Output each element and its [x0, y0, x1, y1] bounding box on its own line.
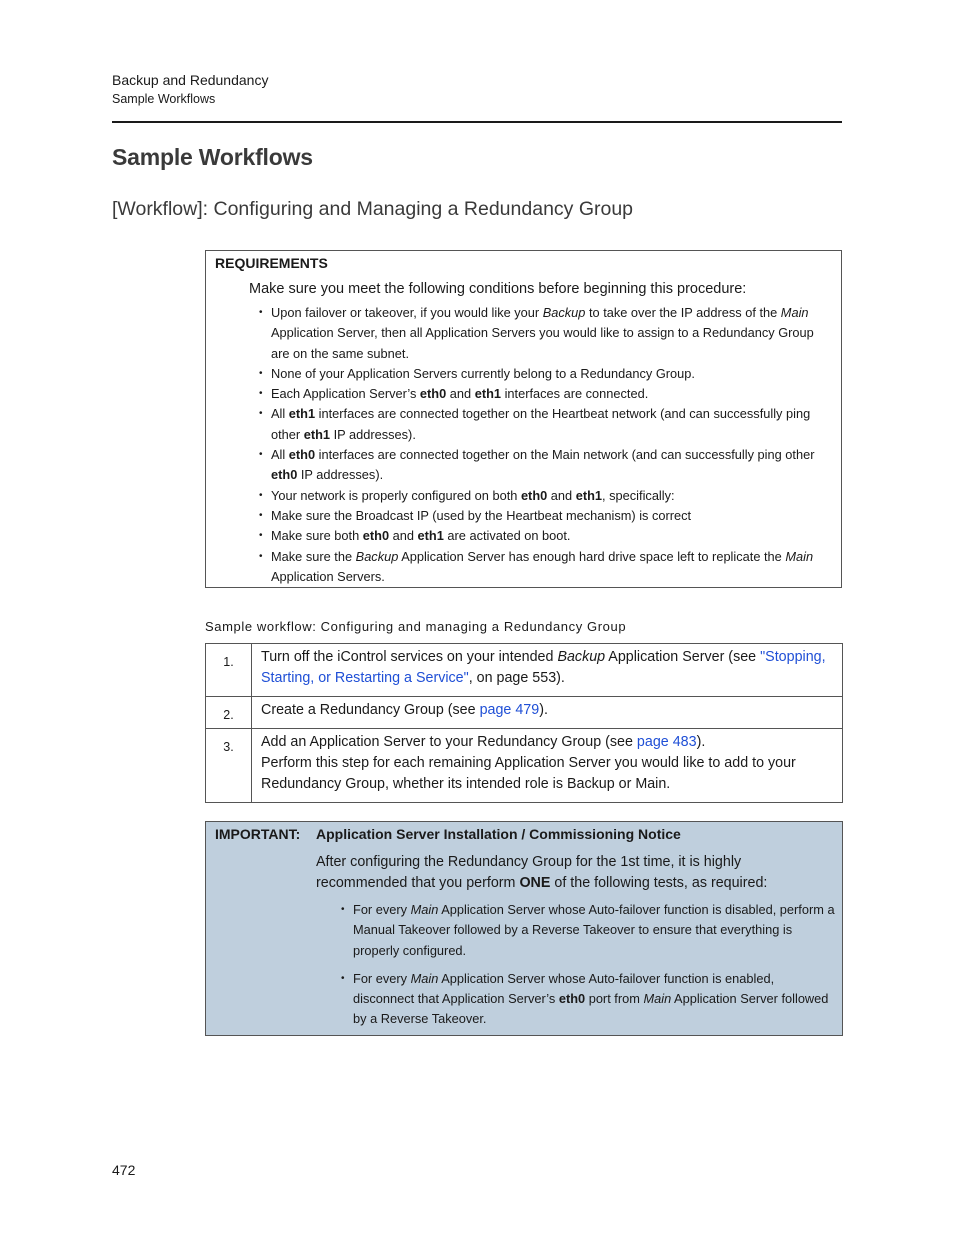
- important-item: • For every Main Application Server whose Auto-failover function is enabled, disconnect that Application Server’s eth0 port from Main Application Server followed by a Reverse Takeover.: [353, 969, 835, 1030]
- table-row: [206, 644, 843, 697]
- page-title: Sample Workflows: [112, 144, 313, 170]
- requirement-item: • All eth1 interfaces are connected together on the Heartbeat network (and can successfully ping other eth1 IP addresses).: [271, 404, 833, 445]
- running-header: [112, 70, 268, 108]
- important-title: Application Server Installation / Commissioning Notice: [316, 826, 681, 842]
- step-number: 3.: [206, 729, 252, 803]
- step-number: 1.: [206, 644, 252, 697]
- requirement-item: • Upon failover or takeover, if you would like your Backup to take over the IP address of the Main Application Server, then all Application Servers you would like to assign to a Redundancy Group are on the same subnet.: [271, 303, 833, 364]
- table-row: [206, 697, 843, 729]
- workflow-title: [Workflow]: Configuring and Managing a Redundancy Group: [112, 198, 634, 220]
- requirement-item: • Each Application Server’s eth0 and eth1 interfaces are connected.: [271, 384, 833, 404]
- step-text: Turn off the iControl services on your intended Backup Application Server (see "Stopping, Starting, or Restarting a Service", on page 553).: [252, 644, 843, 697]
- important-notice-box: [205, 821, 843, 1036]
- requirements-intro: Make sure you meet the following conditions before beginning this procedure:: [249, 281, 747, 297]
- requirements-list: [271, 303, 833, 587]
- requirement-item: • All eth0 interfaces are connected together on the Main network (and can successfully ping other eth0 IP addresses).: [271, 445, 833, 486]
- page-number: 472: [112, 1162, 136, 1178]
- requirement-subitem: • Make sure the Broadcast IP (used by the Heartbeat mechanism) is correct: [271, 506, 833, 526]
- requirements-heading: REQUIREMENTS: [215, 255, 328, 271]
- workflow-steps-table: [205, 643, 843, 803]
- table-row: [206, 729, 843, 803]
- cross-reference-link[interactable]: page 479: [479, 702, 540, 718]
- table-caption: Sample workflow: Configuring and managing a Redundancy Group: [205, 619, 627, 634]
- cross-reference-link[interactable]: page 483: [636, 734, 697, 750]
- step-number: 2.: [206, 697, 252, 729]
- important-label: IMPORTANT:: [215, 826, 301, 842]
- header-divider: [112, 121, 842, 123]
- requirements-box: [205, 250, 842, 588]
- cross-reference-link[interactable]: "Stopping, Starting, or Restarting a Service": [261, 649, 826, 686]
- important-list: [353, 900, 835, 1038]
- important-body: After configuring the Redundancy Group for the 1st time, it is highly recommended that you perform ONE of the following tests, as required:: [316, 854, 768, 891]
- running-header-chapter: Backup and Redundancy: [112, 72, 269, 88]
- requirement-subitem: • Make sure both eth0 and eth1 are activated on boot.: [271, 526, 833, 546]
- requirement-item: • None of your Application Servers currently belong to a Redundancy Group.: [271, 364, 833, 384]
- important-item: • For every Main Application Server whose Auto-failover function is disabled, perform a Manual Takeover followed by a Reverse Takeover to ensure that everything is properly configured.: [353, 900, 835, 961]
- running-header-section: Sample Workflows: [112, 92, 216, 106]
- step-text: Create a Redundancy Group (see page 479).: [252, 697, 843, 729]
- requirement-subitem: • Make sure the Backup Application Server has enough hard drive space left to replicate the Main Application Servers.: [271, 547, 833, 588]
- requirement-item: • Your network is properly configured on both eth0 and eth1, specifically: • Make sure the Broadcast IP (used by the Heartbeat mechanism) is correct • Make sure both eth0 and eth1 are activated on boot. • Make sure the Backup Application Server has enough hard drive space left to replicate the Main Application Servers.: [271, 486, 833, 587]
- step-text: Add an Application Server to your Redundancy Group (see page 483). Perform this step for each remaining Application Server you would like to add to your Redundancy Group, whether its intended role is Backup or Main.: [252, 729, 843, 803]
- requirement-sublist: [271, 506, 833, 587]
